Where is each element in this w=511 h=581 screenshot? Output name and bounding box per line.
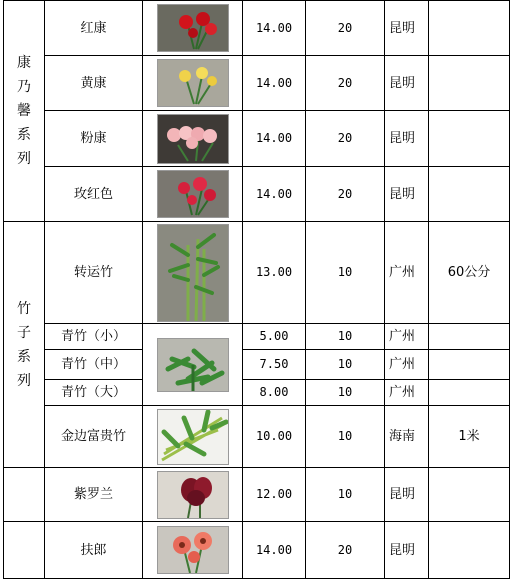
origin: 昆明	[385, 1, 429, 56]
note: 1米	[429, 406, 510, 468]
product-name: 青竹（中）	[45, 350, 143, 380]
lucky-bamboo-image	[158, 225, 228, 321]
green-bamboo-image	[158, 339, 228, 391]
origin: 广州	[385, 324, 429, 350]
pink-carnation-photo	[157, 114, 229, 164]
origin: 广州	[385, 350, 429, 380]
quantity: 10	[306, 406, 385, 468]
photo-cell	[143, 522, 243, 579]
origin: 昆明	[385, 56, 429, 111]
yellow-carnation-image	[158, 60, 228, 106]
photo-cell	[143, 222, 243, 324]
product-table	[3, 0, 510, 579]
quantity: 20	[306, 522, 385, 579]
quantity: 20	[306, 167, 385, 222]
gold-bamboo-image	[158, 410, 228, 464]
product-name: 转运竹	[45, 222, 143, 324]
price: 13.00	[243, 222, 306, 324]
price: 5.00	[243, 324, 306, 350]
lucky-bamboo-photo	[157, 224, 229, 322]
gold-edge-bamboo-photo	[157, 409, 229, 465]
photo-cell	[143, 111, 243, 167]
red-carnation-image	[158, 5, 228, 51]
quantity: 20	[306, 111, 385, 167]
gerbera-image	[158, 527, 228, 573]
photo-cell	[143, 1, 243, 56]
photo-cell	[143, 56, 243, 111]
category-carnation	[4, 1, 45, 222]
category-empty	[4, 522, 45, 579]
price: 10.00	[243, 406, 306, 468]
price: 14.00	[243, 167, 306, 222]
note	[429, 111, 510, 167]
photo-cell	[143, 406, 243, 468]
pink-carnation-image	[158, 115, 228, 163]
photo-cell	[143, 468, 243, 522]
quantity: 20	[306, 1, 385, 56]
green-bamboo-photo	[157, 338, 229, 392]
product-name: 玫红色	[45, 167, 143, 222]
category-bamboo	[4, 222, 45, 468]
price: 7.50	[243, 350, 306, 380]
price: 8.00	[243, 380, 306, 406]
table-row	[4, 111, 510, 167]
red-carnation-photo	[157, 4, 229, 52]
price: 12.00	[243, 468, 306, 522]
stock-image	[158, 472, 228, 518]
note	[429, 167, 510, 222]
note	[429, 1, 510, 56]
table-row	[4, 522, 510, 579]
table-row	[4, 222, 510, 324]
note	[429, 56, 510, 111]
quantity: 10	[306, 350, 385, 380]
product-name: 红康	[45, 1, 143, 56]
origin: 昆明	[385, 111, 429, 167]
origin: 昆明	[385, 468, 429, 522]
product-name: 青竹（大）	[45, 380, 143, 406]
rose-carnation-image	[158, 171, 228, 217]
table-row	[4, 1, 510, 56]
category-label: 康乃馨系列	[17, 55, 31, 167]
photo-cell	[143, 167, 243, 222]
origin: 广州	[385, 380, 429, 406]
quantity: 20	[306, 56, 385, 111]
table-row	[4, 406, 510, 468]
note	[429, 350, 510, 380]
origin: 昆明	[385, 167, 429, 222]
table-row	[4, 324, 510, 350]
note: 60公分	[429, 222, 510, 324]
note	[429, 468, 510, 522]
product-name: 青竹（小）	[45, 324, 143, 350]
quantity: 10	[306, 324, 385, 350]
price: 14.00	[243, 1, 306, 56]
table-row	[4, 380, 510, 406]
product-name: 紫罗兰	[45, 468, 143, 522]
yellow-carnation-photo	[157, 59, 229, 107]
product-name: 扶郎	[45, 522, 143, 579]
price: 14.00	[243, 56, 306, 111]
product-name: 金边富贵竹	[45, 406, 143, 468]
note	[429, 324, 510, 350]
table-row	[4, 56, 510, 111]
category-label: 竹子系列	[17, 300, 31, 389]
note	[429, 380, 510, 406]
category-empty	[4, 468, 45, 522]
product-name: 粉康	[45, 111, 143, 167]
table-row	[4, 350, 510, 380]
quantity: 10	[306, 380, 385, 406]
origin: 海南	[385, 406, 429, 468]
price: 14.00	[243, 522, 306, 579]
price: 14.00	[243, 111, 306, 167]
rose-red-carnation-photo	[157, 170, 229, 218]
violet-stock-photo	[157, 471, 229, 519]
table-row	[4, 167, 510, 222]
quantity: 10	[306, 468, 385, 522]
table-row	[4, 468, 510, 522]
photo-cell	[143, 324, 243, 406]
origin: 广州	[385, 222, 429, 324]
note	[429, 522, 510, 579]
product-name: 黄康	[45, 56, 143, 111]
gerbera-photo	[157, 526, 229, 574]
quantity: 10	[306, 222, 385, 324]
origin: 昆明	[385, 522, 429, 579]
